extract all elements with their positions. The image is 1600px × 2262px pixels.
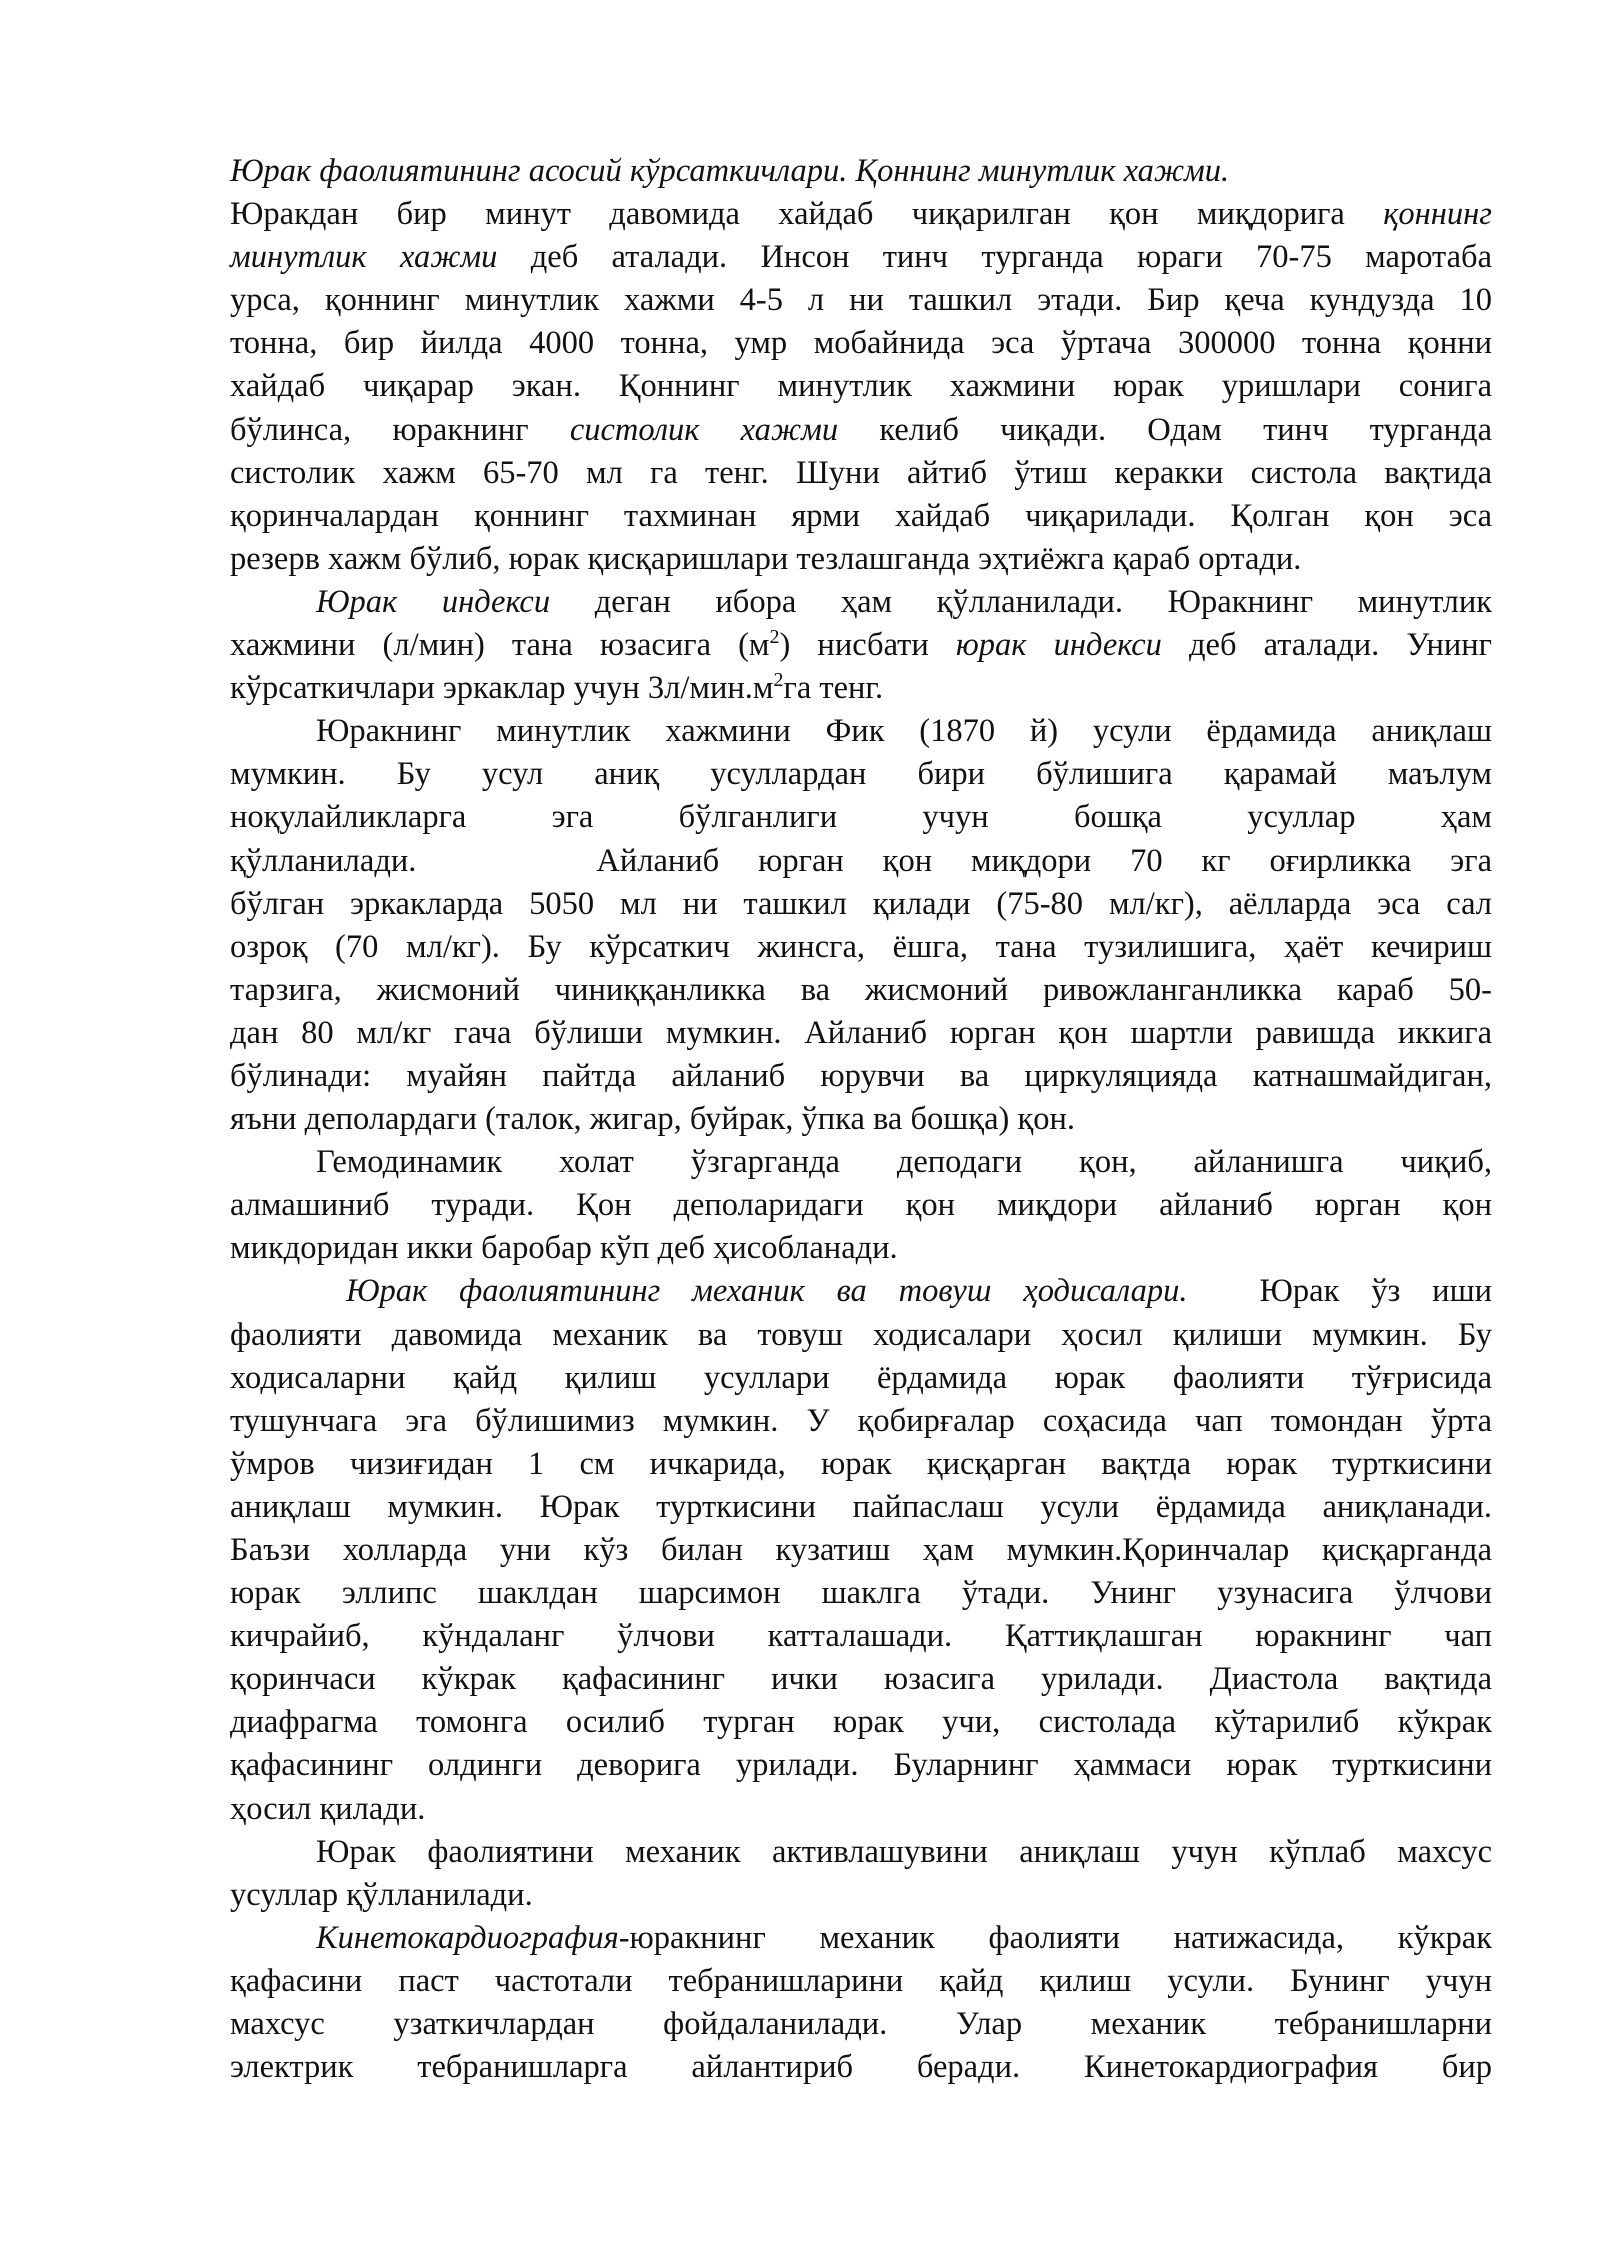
paragraph-cardiac-index: Юрак индекси деган ибора ҳам қўлланилади. Юракнинг минутлик хажмини (л/мин) тана юзасига $(м^2)$ нисбати юрак индекси деб аталади. Унинг кўрсаткичлари эркаклар учун $3л/мин.м^2га$ тенг. [230, 583, 1493, 707]
paragraph-fick-method: Юракнинг минутлик хажмини Фик (1870 й) усули ёрдамида аниқлаш мумкин. Бу усул аниқ усуллардан бири бўлишига қарамай маълум ноқулайликларга эга бўлганлиги учун бошқа усуллар ҳам қўлланилади. Айланиб юрган қон миқдори 70 кг оғирликка эга бўлган эркакларда 5050 мл ни ташкил қилади (75-80 мл/кг), аёлларда эса сал озроқ (70 мл/кг). Бу кўрсаткич жинсга, ёшга, тана тузилишига, ҳаёт кечириш тарзига, жисмоний чиниққанликка ва жисмоний ривожланганликка караб 50- дан 80 мл/кг гача бўлиши мумкин. Айланиб юрган қон шартли равишда иккига бўлинади: муайян пайтда айланиб юрувчи ва циркуляцияда катнашмайдиган, яъни деполардаги (талок, жигар, буйрак, ўпка ва бошқа) қон. [230, 713, 1492, 1138]
paragraph-kinetocardiography: Кинетокардиография-юракнинг механик фаолияти натижасида, кўкрак қафасини паст частотали тебранишларини қайд қилиш усули. Бунинг учун махсус узаткичлардан фойдаланилади. Улар механик тебранишларни электрик тебранишларга айлантириб беради. Кинетокардиография бир [230, 1919, 1492, 2086]
section-heading-mechanical-events: Юрак фаолиятининг механик ва товуш ҳодисалари. [346, 1273, 1188, 1310]
paragraph-hemodynamics: Гемодинамик холат ўзгарганда деподаги қон, айланишга чиқиб, алмашиниб туради. Қон деполаридаги қон миқдори айланиб юрган қон микдоридан икки баробар кўп деб ҳисобланади. [230, 1144, 1492, 1267]
document-body [230, 150, 1492, 2089]
section-heading-cardiac-indicators: Юрак фаолиятининг асосий кўрсаткичлари. Қоннинг минутлик хажми. [230, 153, 1230, 189]
paragraph-mechanical-sound-events: Юрак фаолиятининг механик ва товуш ҳодисалари. Юрак ўз иши фаолияти давомида механик ва товуш ходисалари ҳосил қилиши мумкин. Бу ходисаларни қайд қилиш усуллари ёрдамида юрак фаолияти тўғрисида тушунчага эга бўлишимиз мумкин. У қобирғалар соҳасида чап томондан ўрта ўмров чизиғидан 1 см ичкарида, юрак қисқарган вақтда юрак турткисини аниқлаш мумкин. Юрак турткисини пайпаслаш усули ёрдамида аниқланади. Баъзи холларда уни кўз билан кузатиш ҳам мумкин.Қоринчалар қисқарганда юрак эллипс шаклдан шарсимон шаклга ўтади. Унинг узунасига ўлчови кичрайиб, кўндаланг ўлчови катталашади. Қаттиқлашган юракнинг чап қоринчаси кўкрак қафасининг ички юзасига урилади. Диастола вақтида диафрагма томонга осилиб турган юрак учи, систолада кўтарилиб кўкрак қафасининг олдинги деворига урилади. Буларнинг ҳаммаси юрак турткисини ҳосил қилади. [230, 1273, 1492, 1827]
paragraph-cardiac-output: Юрак фаолиятининг асосий кўрсаткичлари. Қоннинг минутлик хажми. Юракдан бир минут давомида хайдаб чиқарилган қон миқдорига қоннинг минутлик хажми деб аталади. Инсон тинч турганда юраги 70-75 маротаба урса, қоннинг минутлик хажми 4-5 л ни ташкил этади. Бир қеча кундузда 10 тонна, бир йилда 4000 тонна, умр мобайнида эса ўртача 300000 тонна қонни хайдаб чиқарар экан. Қоннинг минутлик хажмини юрак уришлари сонига бўлинса, юракнинг систолик хажми келиб чиқади. Одам тинч турганда систолик хажм 65-70 мл га тенг. Шуни айтиб ўтиш керакки систола вақтида қоринчалардан қоннинг тахминан ярми хайдаб чиқарилади. Қолган қон эса резерв хажм бўлиб, юрак қисқаришлари тезлашганда эҳтиёжга қараб ортади. [230, 150, 1492, 581]
paragraph-mechanical-methods: Юрак фаолиятини механик активлашувини аниқлаш учун кўплаб махсус усуллар қўлланилади. [230, 1833, 1492, 1913]
